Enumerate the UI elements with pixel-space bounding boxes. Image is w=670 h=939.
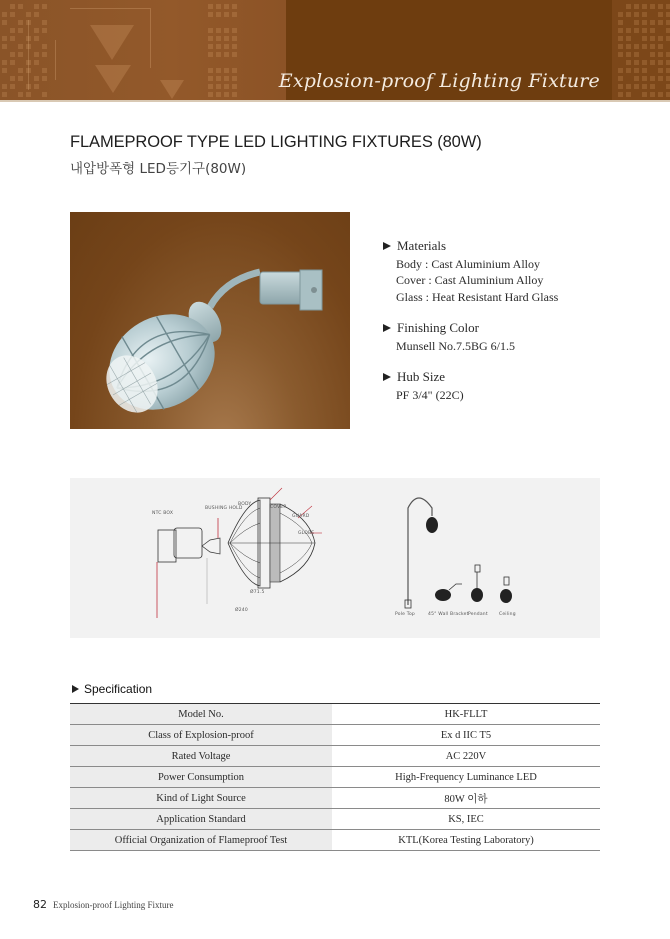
pattern-square xyxy=(216,76,221,81)
pattern-square xyxy=(618,68,623,73)
pattern-square xyxy=(666,4,670,9)
pattern-square xyxy=(26,12,31,17)
pattern-square xyxy=(42,28,47,33)
pattern-triangle xyxy=(160,80,184,99)
pattern-square xyxy=(650,92,655,97)
page-footer xyxy=(33,898,174,911)
pattern-square xyxy=(42,4,47,9)
spec-row xyxy=(70,830,600,851)
pattern-square xyxy=(658,68,663,73)
hub-size-value: PF 3/4" (22C) xyxy=(396,387,464,402)
pattern-square xyxy=(18,52,23,57)
product-title-korean: 내압방폭형 LED등기구(80W) xyxy=(70,161,247,177)
material-line: Body : Cast Aluminium Alloy xyxy=(396,256,541,271)
spec-label: Kind of Light Source xyxy=(70,788,332,809)
pattern-square xyxy=(650,4,655,9)
pattern-square xyxy=(650,44,655,49)
pattern-square xyxy=(666,12,670,17)
pattern-square xyxy=(216,4,221,9)
material-line: Cover : Cast Aluminium Alloy xyxy=(396,273,544,287)
materials-list xyxy=(383,238,558,418)
pattern-triangle xyxy=(90,25,134,60)
diagram-label: BUSHING HOLD xyxy=(205,506,243,511)
pattern-square xyxy=(224,12,229,17)
pattern-square xyxy=(216,44,221,49)
pattern-square xyxy=(208,84,213,89)
spec-value: High-Frequency Luminance LED xyxy=(332,767,600,788)
pattern-square xyxy=(216,84,221,89)
pattern-square xyxy=(208,76,213,81)
pattern-square xyxy=(642,60,647,65)
pattern-square xyxy=(666,84,670,89)
pattern-square xyxy=(658,60,663,65)
pattern-square xyxy=(224,4,229,9)
spec-label: Official Organization of Flameproof Test xyxy=(70,830,332,851)
pattern-square xyxy=(626,36,631,41)
pattern-square xyxy=(34,52,39,57)
pattern-square xyxy=(642,84,647,89)
product-photo xyxy=(70,212,350,429)
pattern-square xyxy=(10,28,15,33)
product-title: FLAMEPROOF TYPE LED LIGHTING FIXTURES (80W) xyxy=(70,133,482,151)
pattern-square xyxy=(10,76,15,81)
pattern-square xyxy=(650,36,655,41)
pattern-square xyxy=(666,36,670,41)
dimension-label: Ø240 xyxy=(235,608,248,613)
pattern-square xyxy=(626,60,631,65)
pattern-square xyxy=(34,4,39,9)
banner-divider xyxy=(0,100,670,102)
spec-value: Ex d IIC T5 xyxy=(332,725,600,746)
pattern-square xyxy=(34,36,39,41)
pattern-square xyxy=(618,84,623,89)
pattern-square xyxy=(666,68,670,73)
pattern-square xyxy=(650,76,655,81)
spec-row xyxy=(70,767,600,788)
pattern-square xyxy=(10,36,15,41)
pattern-square xyxy=(224,92,229,97)
technical-drawing xyxy=(70,478,600,638)
pattern-square xyxy=(634,4,639,9)
pattern-square xyxy=(224,68,229,73)
pattern-square xyxy=(232,84,237,89)
pattern-square xyxy=(2,92,7,97)
pattern-square xyxy=(2,12,7,17)
pattern-square xyxy=(42,44,47,49)
pattern-square xyxy=(42,52,47,57)
spec-value: KTL(Korea Testing Laboratory) xyxy=(332,830,600,851)
pattern-square xyxy=(626,68,631,73)
pattern-square xyxy=(658,12,663,17)
pattern-square xyxy=(18,76,23,81)
pattern-square xyxy=(642,20,647,25)
pattern-square xyxy=(626,12,631,17)
spec-label: Class of Explosion-proof xyxy=(70,725,332,746)
pattern-square xyxy=(208,68,213,73)
spec-label: Model No. xyxy=(70,704,332,725)
pattern-square xyxy=(642,28,647,33)
pattern-square xyxy=(10,52,15,57)
pattern-square xyxy=(666,20,670,25)
page-number: 82 xyxy=(33,898,47,911)
pattern-square xyxy=(634,12,639,17)
pattern-square xyxy=(626,92,631,97)
diagram-label: GLOBE xyxy=(298,531,315,536)
pattern-square xyxy=(208,36,213,41)
pattern-square xyxy=(2,44,7,49)
pattern-square xyxy=(658,20,663,25)
pattern-square xyxy=(666,28,670,33)
pattern-square xyxy=(216,68,221,73)
pattern-triangle xyxy=(95,65,131,93)
pattern-square xyxy=(634,44,639,49)
bullet-triangle-icon xyxy=(383,324,391,332)
pattern-square xyxy=(232,36,237,41)
pattern-square xyxy=(634,28,639,33)
spec-row xyxy=(70,725,600,746)
spec-value: AC 220V xyxy=(332,746,600,767)
dimension-label: Ø71.5 xyxy=(250,590,265,595)
group-heading: Finishing Color xyxy=(397,320,479,335)
pattern-square xyxy=(658,76,663,81)
mount-type-label: 45° Wall Bracket xyxy=(428,612,469,617)
spec-value: KS, IEC xyxy=(332,809,600,830)
pattern-square xyxy=(232,68,237,73)
pattern-square xyxy=(34,84,39,89)
finishing-color-group xyxy=(383,320,558,354)
pattern-square xyxy=(34,12,39,17)
pattern-square xyxy=(208,92,213,97)
mount-type-label: Ceiling xyxy=(499,612,516,617)
pattern-square xyxy=(618,36,623,41)
header-banner xyxy=(0,0,670,102)
pattern-square xyxy=(634,20,639,25)
pattern-square xyxy=(42,20,47,25)
pattern-square xyxy=(658,52,663,57)
pattern-square xyxy=(618,52,623,57)
lighting-fixture-image xyxy=(70,212,350,429)
spec-label: Application Standard xyxy=(70,809,332,830)
pattern-square xyxy=(42,92,47,97)
pattern-square xyxy=(2,60,7,65)
pattern-square xyxy=(208,12,213,17)
footer-text: Explosion-proof Lighting Fixture xyxy=(53,900,174,910)
bullet-triangle-icon xyxy=(383,373,391,381)
diagram-label: NTC BOX xyxy=(152,511,174,516)
pattern-square xyxy=(618,12,623,17)
pattern-square xyxy=(626,84,631,89)
group-heading: Materials xyxy=(397,238,447,253)
pattern-square xyxy=(642,4,647,9)
pattern-square xyxy=(666,52,670,57)
pattern-square xyxy=(18,4,23,9)
pattern-square xyxy=(618,44,623,49)
spec-row xyxy=(70,809,600,830)
hub-size-group xyxy=(383,369,558,403)
drawing-lines xyxy=(70,478,600,638)
pattern-square xyxy=(2,36,7,41)
pattern-square xyxy=(10,60,15,65)
pattern-square xyxy=(208,28,213,33)
pattern-square xyxy=(224,84,229,89)
pattern-square xyxy=(224,44,229,49)
pattern-square xyxy=(634,68,639,73)
bullet-triangle-icon xyxy=(383,242,391,250)
pattern-square xyxy=(10,12,15,17)
pattern-square xyxy=(658,92,663,97)
pattern-square xyxy=(224,52,229,57)
pattern-square xyxy=(216,28,221,33)
materials-group xyxy=(383,238,558,305)
pattern-square xyxy=(650,20,655,25)
pattern-square xyxy=(18,20,23,25)
pattern-square xyxy=(224,28,229,33)
spec-value: 80W 이하 xyxy=(332,788,600,809)
pattern-square xyxy=(650,60,655,65)
pattern-square xyxy=(216,92,221,97)
pattern-square xyxy=(618,92,623,97)
pattern-square xyxy=(208,4,213,9)
pattern-square xyxy=(642,76,647,81)
pattern-square xyxy=(634,60,639,65)
pattern-square xyxy=(18,28,23,33)
pattern-square xyxy=(216,36,221,41)
pattern-square xyxy=(618,28,623,33)
pattern-trace xyxy=(150,8,151,68)
pattern-square xyxy=(216,52,221,57)
pattern-square xyxy=(634,52,639,57)
pattern-square xyxy=(18,92,23,97)
pattern-square xyxy=(232,28,237,33)
pattern-square xyxy=(618,76,623,81)
pattern-square xyxy=(642,36,647,41)
spec-label: Power Consumption xyxy=(70,767,332,788)
pattern-square xyxy=(642,68,647,73)
pattern-square xyxy=(18,68,23,73)
pattern-square xyxy=(634,76,639,81)
pattern-square xyxy=(232,12,237,17)
pattern-square xyxy=(626,44,631,49)
pattern-square xyxy=(666,92,670,97)
pattern-square xyxy=(10,4,15,9)
bullet-triangle-icon xyxy=(72,685,79,693)
spec-row xyxy=(70,788,600,809)
pattern-square xyxy=(650,28,655,33)
pattern-square xyxy=(42,76,47,81)
pattern-square xyxy=(634,84,639,89)
spec-value: HK-FLLT xyxy=(332,704,600,725)
pattern-square xyxy=(232,4,237,9)
pattern-square xyxy=(232,52,237,57)
pattern-square xyxy=(658,44,663,49)
diagram-label: BODY xyxy=(238,502,252,507)
pattern-square xyxy=(216,12,221,17)
pattern-trace xyxy=(28,20,29,90)
pattern-square xyxy=(626,52,631,57)
pattern-square xyxy=(34,76,39,81)
pattern-square xyxy=(34,60,39,65)
pattern-square xyxy=(224,76,229,81)
pattern-square xyxy=(642,92,647,97)
material-line: Glass : Heat Resistant Hard Glass xyxy=(396,289,559,304)
mount-type-label: Pole Top xyxy=(395,612,415,617)
pattern-square xyxy=(2,20,7,25)
specification-table xyxy=(70,703,600,851)
pattern-square xyxy=(618,20,623,25)
group-heading: Hub Size xyxy=(397,369,446,384)
pattern-square xyxy=(208,44,213,49)
pattern-square xyxy=(666,76,670,81)
pattern-square xyxy=(650,52,655,57)
pattern-square xyxy=(666,60,670,65)
spec-row xyxy=(70,704,600,725)
pattern-square xyxy=(658,36,663,41)
pattern-square xyxy=(232,44,237,49)
spec-label: Rated Voltage xyxy=(70,746,332,767)
spec-row xyxy=(70,746,600,767)
mount-type-label: Pendant xyxy=(468,612,488,617)
pattern-square xyxy=(650,84,655,89)
pattern-square xyxy=(626,28,631,33)
pattern-square xyxy=(232,92,237,97)
pattern-square xyxy=(642,44,647,49)
finishing-color-value: Munsell No.7.5BG 6/1.5 xyxy=(396,338,516,353)
pattern-square xyxy=(18,44,23,49)
pattern-square xyxy=(2,68,7,73)
pattern-square xyxy=(658,4,663,9)
banner-pattern xyxy=(0,0,286,102)
diagram-label: COVER xyxy=(270,505,287,510)
diagram-label: GUARD xyxy=(292,514,310,519)
section-title: Explosion-proof Lighting Fixture xyxy=(278,70,600,92)
pattern-trace xyxy=(55,40,56,80)
pattern-square xyxy=(208,52,213,57)
pattern-square xyxy=(10,84,15,89)
pattern-trace xyxy=(70,8,150,9)
pattern-square xyxy=(626,4,631,9)
pattern-square xyxy=(642,12,647,17)
specification-heading: Specification xyxy=(72,682,152,696)
pattern-square xyxy=(34,28,39,33)
pattern-square xyxy=(2,84,7,89)
pattern-square xyxy=(26,92,31,97)
pattern-square xyxy=(232,76,237,81)
pattern-square xyxy=(224,36,229,41)
pattern-square xyxy=(42,68,47,73)
